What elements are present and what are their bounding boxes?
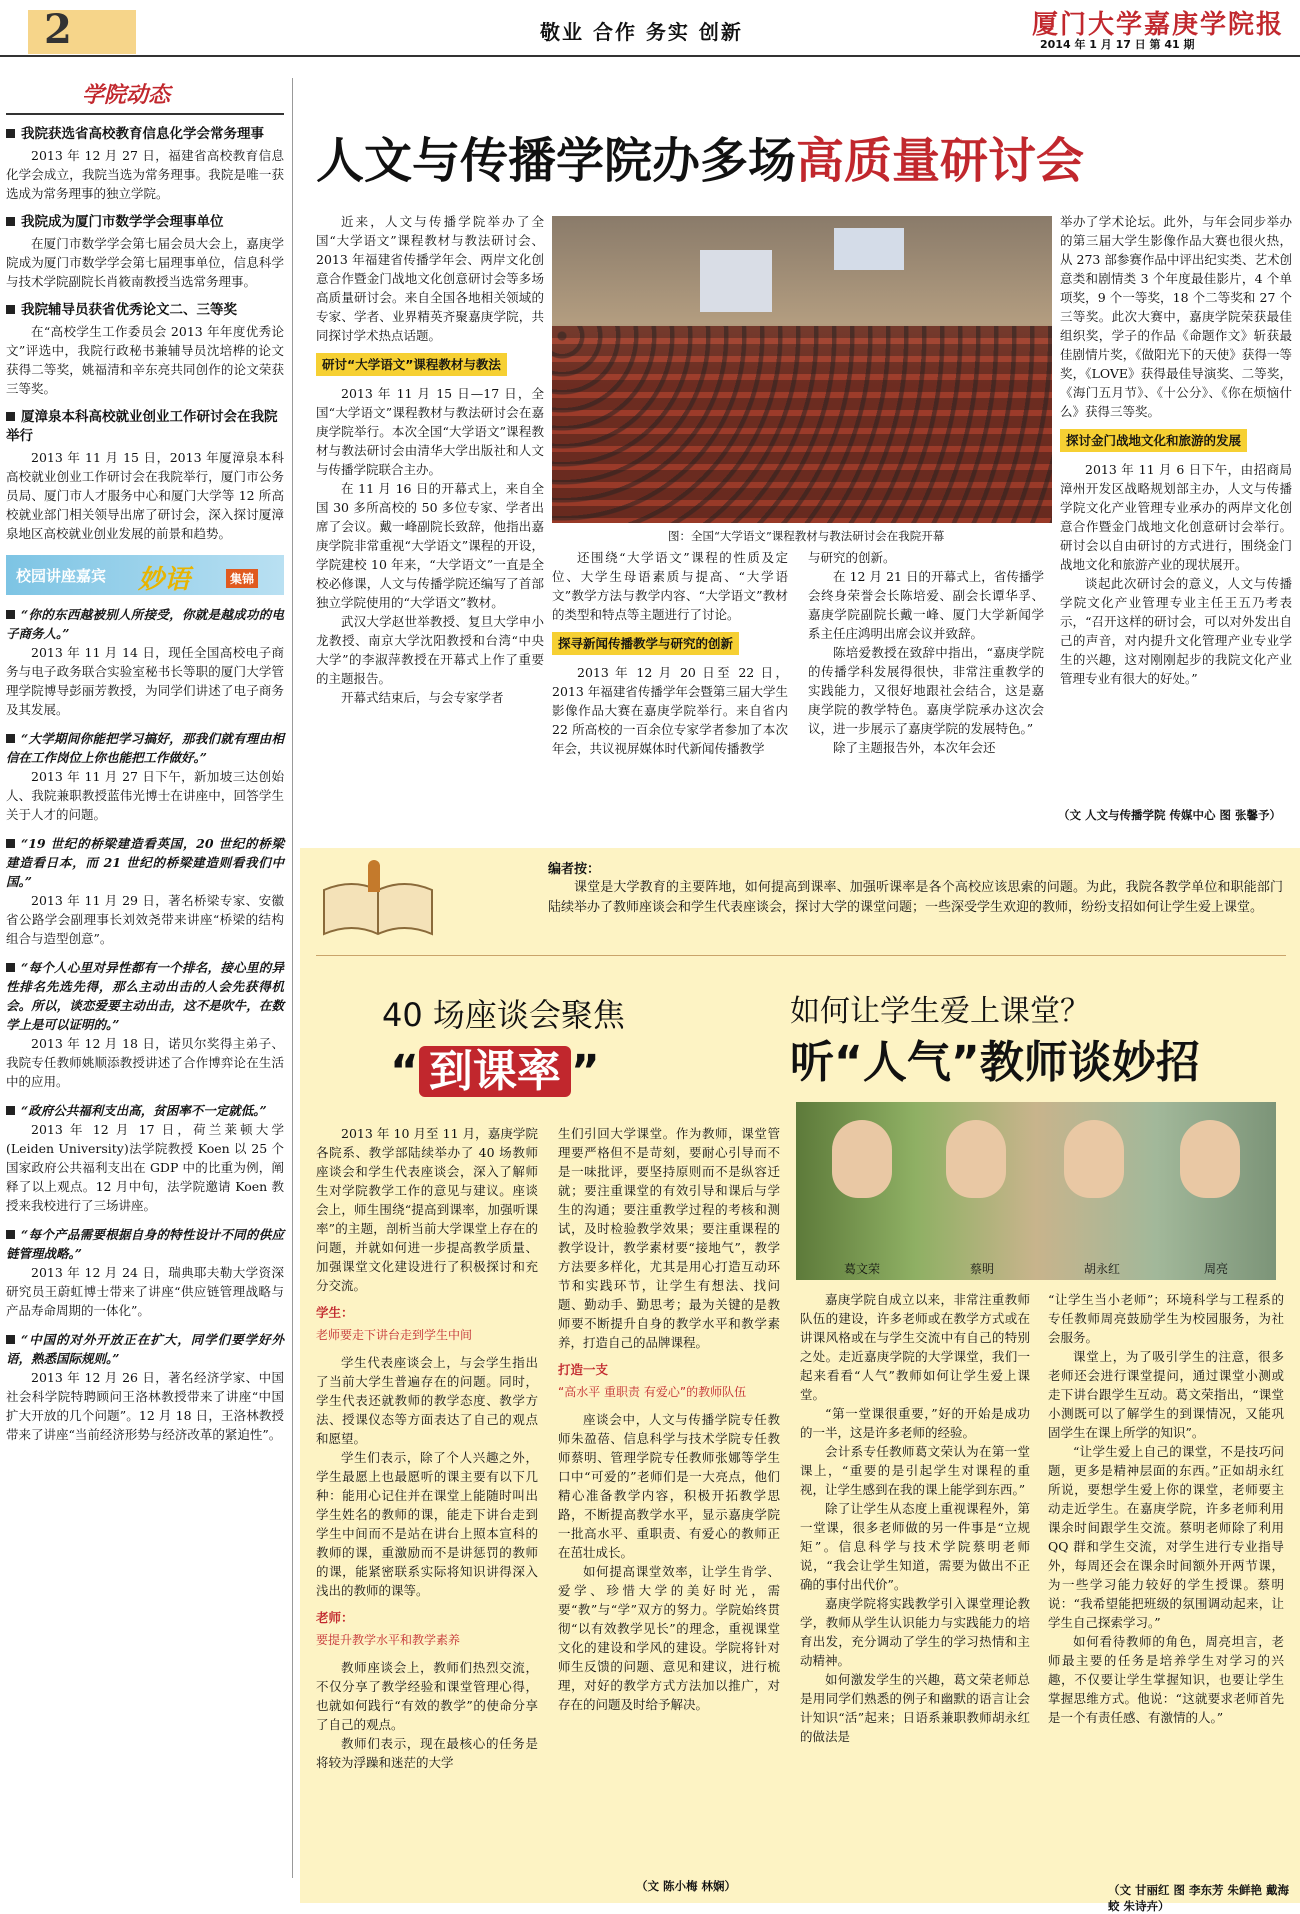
feature-paragraph: 教师们表示，现在最核心的任务是将较为浮躁和迷茫的大学 <box>316 1736 538 1770</box>
article-paragraph: 近来，人文与传播学院举办了全国“大学语文”课程教材与教法研讨会、2013 年福建省传播学年会、两岸文化创意合作暨金门战地文化创意研讨会等多场高质量研讨会。来自全国各地相关领域的专家、学者、业界精英齐聚嘉庚学院，共同探讨学术热点话题。 <box>316 214 544 343</box>
feature-paragraph: 学生们表示，除了个人兴趣之外，学生最愿上也最愿听的课主要有以下几种：能用心记住并在课堂上能随时叫出学生姓名的教师的课，能走下讲台走到学生中间而不是站在讲台上照本宣科的教师的课，重激励而不是讲惩罚的教师的课，能紧密联系实际将知识讲得深入浅出的教师的课等。 <box>316 1450 538 1598</box>
article-paragraph: 举办了学术论坛。此外，与年会同步举办的第三届大学生影像作品大赛也很火热，从 273 部参赛作品中评出纪实类、艺术创意类和剧情类 3 个年度最佳影片，4 个单项奖，9 个一等奖，18 个二等奖和 27 个三等奖。此次大赛中，嘉庚学院荣获最佳组织奖，学子的作品《命题作文》斩获最佳剧情片奖，《做阳光下的天使》获得一等奖，《LOVE》获得最佳导演奖、二等奖，《海门五月节》、《十公分》、《你在烦恼什么》获得三等奖。 <box>1060 214 1292 419</box>
news-title: 我院成为厦门市数学学会理事单位 <box>21 214 224 230</box>
photo-caption: 图：全国“大学语文”课程教材与教法研讨会在我院开幕 <box>668 529 945 543</box>
article-paragraph: 2013 年 11 月 6 日下午，由招商局漳州开发区战略规划部主办，人文与传播学院文化产业管理专业承办的两岸文化创意合作暨金门战地文化创意研讨会举行。研讨会以自由研讨的方式进行，围绕金门战地文化和旅游产业的现状展开。 <box>1060 462 1292 572</box>
news-body: 2013 年 11 月 15 日，2013 年厦漳泉本科高校就业创业工作研讨会在我院举行，厦门市公务员局、厦门市人才服务中心和厦门大学等 12 所高校就业部门相关领导出席了研讨会，深入探讨厦漳泉地区高校就业创业发展的前景和趋势。 <box>6 450 284 541</box>
quote-item <box>6 605 284 719</box>
feature-subhead: 学生： <box>316 1305 354 1320</box>
feature-subhead: 老师： <box>316 1610 354 1625</box>
right-feature-kicker: 如何让学生爱上课堂？ <box>790 994 1090 1029</box>
feature-column-2 <box>558 1124 780 1714</box>
feature-subhead: 打造一支 <box>558 1362 609 1377</box>
quote-text: “你的东西越被别人所接受，你就是越成功的电子商务人。” <box>6 607 284 641</box>
news-title: 厦漳泉本科高校就业创业工作研讨会在我院举行 <box>6 409 278 444</box>
portrait-name: 胡永红 <box>1084 1262 1121 1276</box>
feature-paragraph: 课堂上，为了吸引学生的注意，很多老师还会进行课堂提问，通过课堂小测或走下讲台跟学生互动。葛文荣指出，“课堂小测既可以了解学生的到课情况，又能巩固学生在课上所学的知识”。 <box>1048 1349 1284 1440</box>
bullet-square-icon <box>6 610 15 619</box>
feature-paragraph: 2013 年 10 月至 11 月，嘉庚学院各院系、教学部陆续举办了 40 场教师座谈会和学生代表座谈会，深入了解师生对学院教学工作的意见与建议。座谈会上，师生围绕“提高到课率，加强听课率”的主题，剖析当前大学课堂上存在的问题，并就如何进一步提高教学质量、加强课堂文化建设进行了积极探讨和充分交流。 <box>316 1126 538 1293</box>
news-item <box>6 213 284 291</box>
news-item <box>6 125 284 203</box>
feature-divider <box>316 955 1286 956</box>
quote-close: ” <box>570 1046 600 1097</box>
article-paragraph: 还围绕“大学语文”课程的性质及定位、大学生母语素质与提高、“大学语文”教学方法与教学内容、“大学语文”教材的类型和特点等主题进行了讨论。 <box>552 550 788 622</box>
bullet-square-icon <box>6 839 15 848</box>
teacher-portraits <box>796 1102 1276 1280</box>
quote-text: “政府公共福利支出高，贫困率不一定就低。” <box>21 1103 267 1118</box>
feature-paragraph: “让学生当小老师”；环境科学与工程系的专任教师周亮鼓励学生为校园服务，为社会服务。 <box>1048 1292 1284 1345</box>
article-column-4 <box>1060 212 1292 688</box>
feature-paragraph: “第一堂课很重要，”好的开始是成功的一半，这是许多老师的经验。 <box>800 1406 1030 1440</box>
article-subhead: 探讨金门战地文化和旅游的发展 <box>1060 429 1247 452</box>
portrait-face <box>946 1120 1006 1198</box>
left-column <box>6 78 284 1444</box>
header-divider <box>0 55 1300 57</box>
headline-part-b: 高质量研讨会 <box>796 133 1085 189</box>
quote-banner-suffix: 集锦 <box>226 569 258 588</box>
article-paragraph: 陈培爱教授在致辞中指出，“嘉庚学院的传播学科发展得很快，非常注重教学的实践能力，又很好地跟社会结合，这是嘉庚学院的教学特色。嘉庚学院承办这次会议，进一步展示了嘉庚学院的发展特色。” <box>808 645 1044 736</box>
feature-paragraph: 如何提高课堂效率，让学生肯学、爱学、珍惜大学的美好时光，需要“教”与“学”双方的努力。学院始终贯彻“以有效教学见长”的理念，重视课堂文化的建设和学风的建设。学院将针对师生反馈的问题、意见和建议，进行梳理，对好的教学方式方法加以推广，对存在的问题及时给予解决。 <box>558 1564 780 1712</box>
quote-body: 2013 年 11 月 29 日，著名桥梁专家、安徽省公路学会副理事长刘效尧带来讲座“桥梁的结构组合与造型创意”。 <box>6 893 284 946</box>
keyword-box: 到课率 <box>419 1046 571 1097</box>
motto: 敬业 合作 务实 创新 <box>540 20 743 44</box>
feature-column-4 <box>1048 1290 1284 1727</box>
feature-subhead-line: 要提升教学水平和教学素养 <box>316 1633 461 1647</box>
bullet-square-icon <box>6 1335 15 1344</box>
open-book-icon <box>318 860 438 944</box>
article-paragraph: 在 12 月 21 日的开幕式上，省传播学会终身荣誉会长陈培爱、副会长谭华孚、嘉庚学院副院长戴一峰、厦门大学新闻学系主任庄鸿明出席会议并致辞。 <box>808 569 1044 641</box>
portrait-name: 周亮 <box>1204 1262 1229 1276</box>
quote-text: “19 世纪的桥梁建造看英国，20 世纪的桥梁建造看日本，而 21 世纪的桥梁建造则看我们中国。” <box>6 836 284 889</box>
quote-body: 2013 年 12 月 17 日，荷兰莱顿大学(Leiden University)法学院教授 Koen 以 25 个国家政府公共福利支出在 GDP 中的比重为例，阐释了以上观点。12 月中旬，法学院邀请 Koen 教授来我校进行了三场讲座。 <box>6 1122 284 1213</box>
section-tag: 学院动态 <box>82 82 171 108</box>
news-title: 我院获选省高校教育信息化学会常务理事 <box>21 126 264 142</box>
section-rule <box>6 113 284 115</box>
quote-item <box>6 1330 284 1444</box>
quote-body: 2013 年 12 月 24 日，瑞典耶夫勒大学资深研究员王蔚虹博士带来了讲座“供应链管理战略与产品寿命周期的一体化”。 <box>6 1265 284 1318</box>
article-paragraph: 2013 年 12 月 20 日至 22 日，2013 年福建省传播学年会暨第三届大学生影像作品大赛在嘉庚学院举行。来自省内 22 所高校的一百余位专家学者参加了本次年会，共议视屏媒体时代新闻传播教学 <box>552 665 788 756</box>
news-item <box>6 408 284 543</box>
quote-text: “每个产品需要根据自身的特性设计不同的供应链管理战略。” <box>6 1227 284 1261</box>
quote-body: 2013 年 11 月 27 日下午，新加坡三达创始人、我院兼职教授蓝伟光博士在讲座中，回答学生关于人才的问题。 <box>6 769 284 822</box>
right-feature-title: 听“人气”教师谈妙招 <box>790 1037 1200 1088</box>
article-column-3 <box>808 548 1044 757</box>
feature-paragraph: 会计系专任教师葛文荣认为在第一堂课上，“重要的是引起学生对课程的重视，让学生感到在我的课上能学到东西。” <box>800 1444 1030 1497</box>
feature-paragraph: 如何激发学生的兴趣，葛文荣老师总是用同学们熟悉的例子和幽默的语言让会计知识“活”起来；日语系兼职教师胡永红的做法是 <box>800 1672 1030 1744</box>
bullet-square-icon <box>6 734 15 743</box>
bullet-square-icon <box>6 963 15 972</box>
feature-paragraph: 嘉庚学院自成立以来，非常注重教师队伍的建设，许多老师或在教学方式或在讲课风格或在与学生交流中有自己的特别之处。走近嘉庚学院的大学课堂，我们一起来看看“人气”教师如何让学生爱上课堂。 <box>800 1292 1030 1402</box>
feature-subhead-line: 老师要走下讲台走到学生中间 <box>316 1328 473 1342</box>
left-feature-title: 40 场座谈会聚焦 <box>382 996 625 1034</box>
article-paragraph: 除了主题报告外，本次年会还 <box>833 740 996 755</box>
bullet-square-icon <box>6 412 15 421</box>
masthead: 厦门大学嘉庚学院报 <box>1032 10 1285 40</box>
feature-right-credit: （文 甘丽红 图 李东芳 朱鲜艳 戴海蛟 朱诗卉） <box>1108 1883 1290 1913</box>
bullet-square-icon <box>6 217 15 226</box>
quote-text: “中国的对外开放正在扩大，同学们要学好外语，熟悉国际规则。” <box>6 1332 284 1366</box>
feature-paragraph: 座谈会中，人文与传播学院专任教师朱盈蓓、信息科学与技术学院专任教师蔡明、管理学院专任教师张娜等学生口中“可爱的”老师们是一大亮点，他们精心准备教学内容，积极开拓教学思路，不断提高教学水平，显示嘉庚学院一批高水平、重职责、有爱心的教师正在茁壮成长。 <box>558 1412 780 1560</box>
feature-paragraph: 如何看待教师的角色，周亮坦言，老师最主要的任务是培养学生对学习的兴趣，不仅要让学生掌握知识，也要让学生掌握思维方式。他说：“这就要求老师首先是一个有责任感、有激情的人。” <box>1048 1634 1284 1725</box>
projector-screen <box>700 250 772 312</box>
quote-body: 2013 年 11 月 14 日，现任全国高校电子商务与电子政务联合实验室秘书长等职的厦门大学管理学院博导彭丽芳教授，为同学们讲述了电子商务及其发展。 <box>6 645 284 717</box>
column-divider <box>292 78 293 1878</box>
news-body: 2013 年 12 月 27 日，福建省高校教育信息化学会成立，我院当选为常务理事。我院是唯一获选成为常务理事的独立学院。 <box>6 148 284 201</box>
editor-note-label: 编者按： <box>548 862 601 877</box>
portrait-face <box>832 1120 892 1198</box>
feature-subhead-line: “高水平 重职责 有爱心”的教师队伍 <box>558 1385 747 1399</box>
portrait-name: 葛文荣 <box>844 1262 881 1276</box>
bullet-square-icon <box>6 305 15 314</box>
page-number: 2 <box>44 6 72 53</box>
feature-left-credit: （文 陈小梅 林娴） <box>636 1879 737 1893</box>
article-headline <box>316 122 1084 191</box>
quote-item <box>6 1101 284 1215</box>
feature-paragraph: 教师座谈会上，教师们热烈交流，不仅分享了教学经验和课堂管理心得，也就如何践行“有效的教学”的使命分享了自己的观点。 <box>316 1660 538 1732</box>
article-column-2 <box>552 548 788 758</box>
stage-banner <box>834 228 904 270</box>
headline-part-a: 人文与传播学院办多场 <box>316 133 797 189</box>
feature-paragraph: 除了让学生从态度上重视课程外，第一堂课，很多老师做的另一件事是“立规矩”。信息科学与技术学院蔡明老师说，“我会让学生知道，需要为做出不正确的事付出代价”。 <box>800 1501 1030 1592</box>
article-subhead: 探寻新闻传播教学与研究的创新 <box>552 632 739 655</box>
quote-body: 2013 年 12 月 18 日，诺贝尔奖得主弟子、我院专任教师姚顺添教授讲述了合作博弈论在生活中的应用。 <box>6 1036 284 1089</box>
audience <box>552 326 1052 523</box>
article-paragraph: 武汉大学赵世举教授、复旦大学申小龙教授、南京大学沈阳教授和台湾“中央大学”的李淑萍教授在开幕式上作了重要的主题报告。 <box>316 614 544 686</box>
article-paragraph: 在 11 月 16 日的开幕式上，来自全国 30 多所高校的 50 多位专家、学者出席了会议。戴一峰副院长致辞，他指出嘉庚学院非常重视“大学语文”课程的开设，学院建校 10 年来，“大学语文”一直是全校必修课，人文与传播学院还编写了首部独立学院使用的“大学语文”教材。 <box>316 481 544 610</box>
quote-text: “每个人心里对异性都有一个排名，接心里的异性排名先选先得，那么主动出击的人会先获得机会。所以，谈恋爱要主动出击，这不是吹牛，在数学上是可以证明的。” <box>6 960 284 1032</box>
feature-paragraph: 学生代表座谈会上，与会学生指出了当前大学生普遍存在的问题。同时，学生代表还就教师的教学态度、教学方法、授课仪态等方面表达了自己的观点和愿望。 <box>316 1355 538 1446</box>
feature-column-3 <box>800 1290 1030 1746</box>
feature-paragraph: 生们引回大学课堂。作为教师，课堂管理要严格但不是苛刻，要耐心引导而不是一味批评，要坚持原则而不是纵容迁就；要注重课堂的有效引导和课后与学生的沟通；要注重教学过程的考核和测试，及时检验教学效果；要注重课程的教学设计，教学素材要“接地气”，教学方法要多样化，尤其是用心打造互动环节和实践环节，让学生有想法、找问题、勤动手、勤思考；最为关键的是教师要不断提升自身的教学水平和教学素养，打造自己的品牌课程。 <box>558 1126 780 1350</box>
article-credit: （文 人文与传播学院 传媒中心 图 张馨予） <box>1058 808 1282 822</box>
article-paragraph: 2013 年 11 月 15 日—17 日，全国“大学语文”课程教材与教法研讨会在嘉庚学院举行。本次全国“大学语文”课程教材与教法研讨会由清华大学出版社和人文与传播学院联合主办。 <box>316 386 544 477</box>
editor-note-text: 课堂是大学教育的主要阵地，如何提高到课率、加强听课率是各个高校应该思索的问题。为此，我院各教学单位和职能部门陆续举办了教师座谈会和学生代表座谈会，探讨大学的课堂问题；一些深受学生欢迎的教师，纷纷支招如何让学生爱上课堂。 <box>548 880 1283 915</box>
article-subhead: 研讨“大学语文”课程教材与教法 <box>316 353 507 376</box>
portrait-face <box>1064 1120 1124 1198</box>
feature-paragraph: 嘉庚学院将实践教学引入课堂理论教学，教师从学生认识能力与实践能力的培育出发，充分调动了学生的学习热情和主动精神。 <box>800 1596 1030 1668</box>
quote-open: “ <box>390 1046 419 1097</box>
portrait-face <box>1180 1120 1240 1198</box>
quote-banner-prefix: 校园讲座嘉宾 <box>16 567 107 585</box>
bullet-square-icon <box>6 1230 15 1239</box>
article-paragraph: 开幕式结束后，与会专家学者 <box>341 690 504 705</box>
left-feature-keyword <box>390 1035 600 1099</box>
issue-date: 2014 年 1 月 17 日 第 41 期 <box>1040 38 1195 51</box>
bullet-square-icon <box>6 1106 15 1115</box>
article-paragraph: 谈起此次研讨会的意义，人文与传播学院文化产业管理专业主任王五乃考表示，“召开这样的研讨会，可以对外发出自己的声音，对内提升文化管理产业专业学生的兴趣，这对刚刚起步的我院文化产业管理专业有很大的好处。” <box>1060 576 1292 686</box>
article-column-1 <box>316 212 544 707</box>
quote-item <box>6 1225 284 1320</box>
quote-banner <box>6 555 284 595</box>
quote-item <box>6 729 284 824</box>
article-paragraph: 与研究的创新。 <box>808 550 896 565</box>
feature-paragraph: “让学生爱上自己的课堂，不是技巧问题，更多是精神层面的东西。”正如胡永红所说，要想学生爱上你的课堂，老师要主动走近学生。在嘉庚学院，许多老师利用课余时间跟学生交流。蔡明老师除了利用 QQ 群和学生交流，对学生进行专业指导外，每周还会在课余时间额外开两节课，为一些学习能力较好的学生授课。蔡明说：“我希望能把班级的氛围调动起来，让学生自己探索学习。” <box>1048 1444 1284 1630</box>
portrait-name: 蔡明 <box>970 1262 995 1276</box>
news-title: 我院辅导员获省优秀论文二、三等奖 <box>21 302 237 318</box>
quote-item <box>6 958 284 1091</box>
conference-photo <box>552 216 1052 523</box>
news-body: 在厦门市数学学会第七届会员大会上，嘉庚学院成为厦门市数学学会第七届理事单位，信息科学与技术学院副院长肖筱南教授当选常务理事。 <box>6 236 284 289</box>
feature-column-1 <box>316 1124 538 1772</box>
quote-text: “大学期间你能把学习搞好，那我们就有理由相信在工作岗位上你也能把工作做好。” <box>6 731 284 765</box>
quote-item <box>6 834 284 948</box>
quote-banner-title: 妙语 <box>138 565 191 595</box>
news-item <box>6 301 284 398</box>
bullet-square-icon <box>6 129 15 138</box>
quote-body: 2013 年 12 月 26 日，著名经济学家、中国社会科学院特聘顾问王洛林教授带来了讲座“中国扩大开放的几个问题”。12 月 18 日，王洛林教授带来了讲座“当前经济形势与经济改革的紧迫性”。 <box>6 1370 284 1442</box>
news-body: 在“高校学生工作委员会 2013 年年度优秀论文”评选中，我院行政秘书兼辅导员沈培桦的论文获得二等奖，姚福清和辛东亮共同创作的论文荣获三等奖。 <box>6 324 284 396</box>
